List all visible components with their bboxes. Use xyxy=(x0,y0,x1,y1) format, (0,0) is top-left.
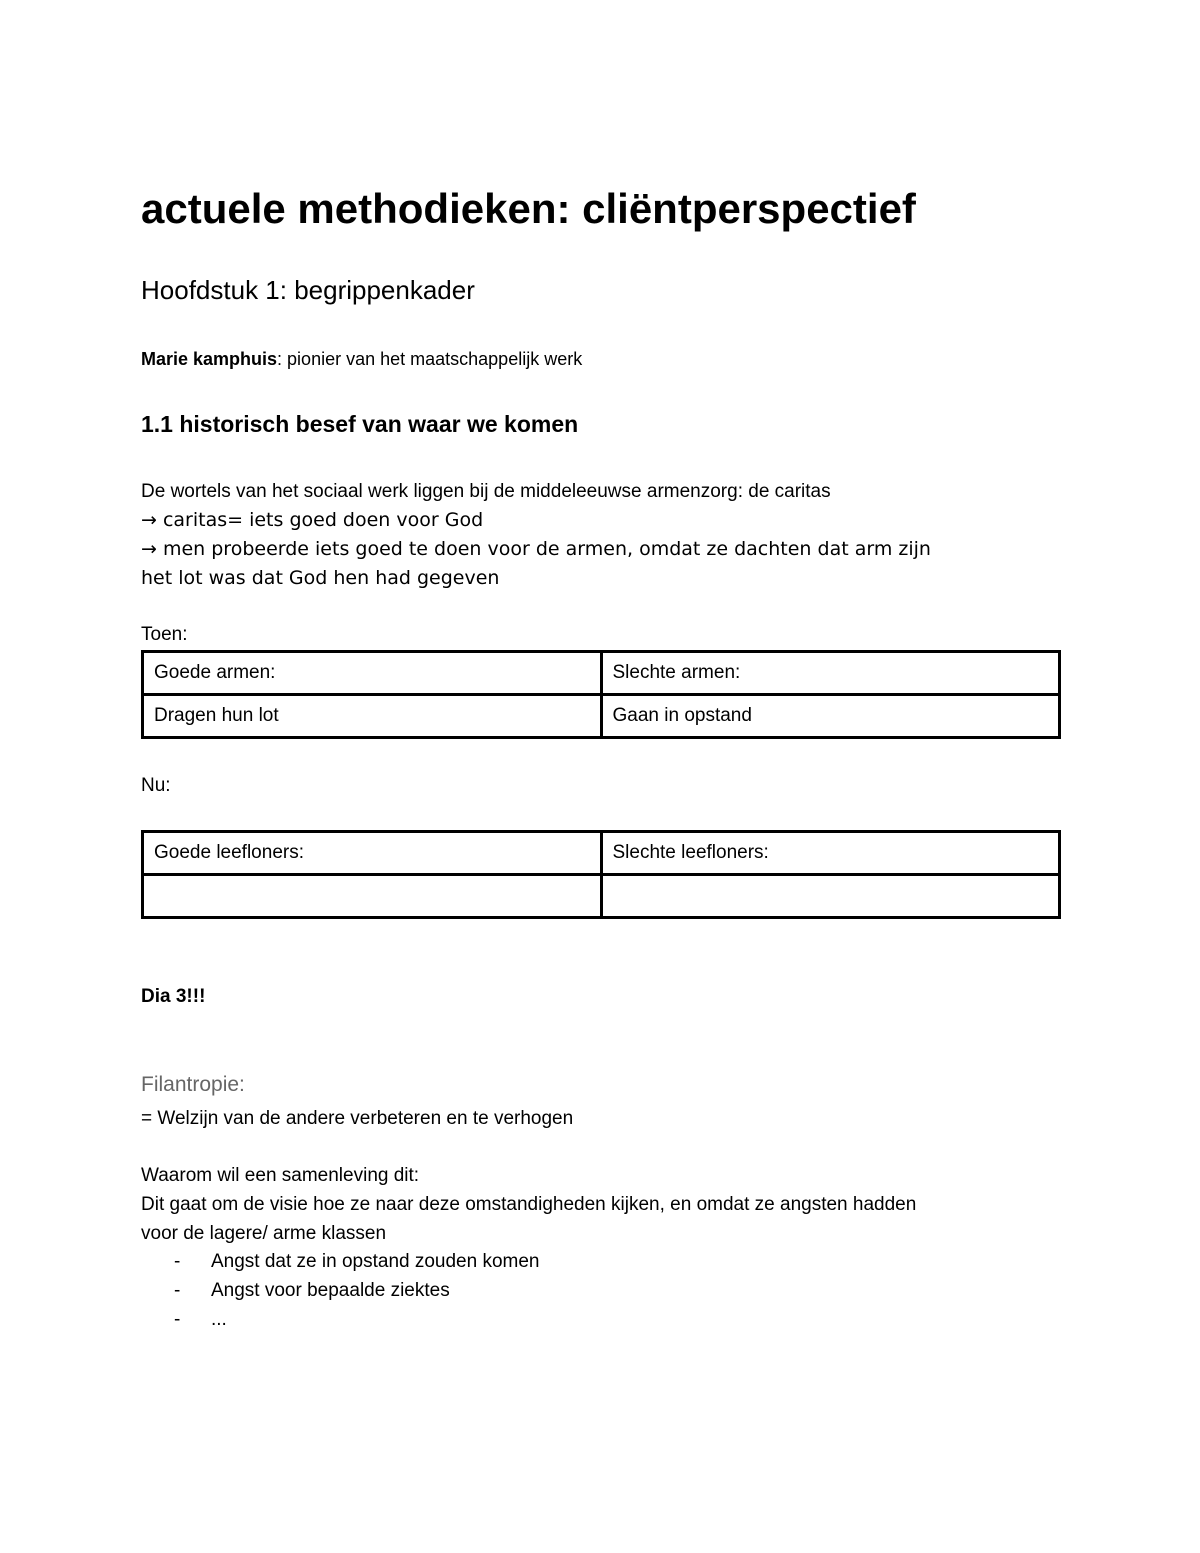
list-item xyxy=(141,1276,540,1305)
history-line: → caritas= iets goed doen voor God xyxy=(141,509,484,531)
list-item-text: Angst voor bepaalde ziektes xyxy=(211,1280,450,1301)
then-table xyxy=(141,650,1061,739)
now-label: Nu: xyxy=(141,775,171,796)
why-line: voor de lagere/ arme klassen xyxy=(141,1223,387,1244)
history-paragraph xyxy=(141,477,1061,593)
slide-note: Dia 3!!! xyxy=(141,986,206,1007)
intro-line xyxy=(141,346,582,372)
list-item-text: ... xyxy=(211,1309,227,1330)
table-cell: Goede leefloners: xyxy=(143,832,602,875)
definition-line: = Welzijn van de andere verbeteren en te verhogen xyxy=(141,1108,574,1129)
table-cell xyxy=(601,875,1060,918)
intro-rest: : pionier van het maatschappelijk werk xyxy=(277,349,583,369)
bullet-dash: - xyxy=(174,1280,181,1301)
table-row xyxy=(143,832,1060,875)
history-line: het lot was dat God hen had gegeven xyxy=(141,567,500,589)
fear-list xyxy=(141,1247,540,1334)
history-line: → men probeerde iets goed te doen voor de armen, omdat ze dachten dat arm zijn xyxy=(141,538,931,560)
then-label: Toen: xyxy=(141,624,188,645)
table-cell: Slechte armen: xyxy=(601,652,1060,695)
intro-name: Marie kamphuis xyxy=(141,349,278,369)
philanthropy-definition xyxy=(141,1104,1061,1133)
table-cell xyxy=(143,875,602,918)
list-item xyxy=(141,1305,540,1334)
list-item xyxy=(141,1247,540,1276)
why-paragraph xyxy=(141,1161,1061,1248)
table-cell: Goede armen: xyxy=(143,652,602,695)
why-line: Dit gaat om de visie hoe ze naar deze omstandigheden kijken, en omdat ze angsten hadden xyxy=(141,1194,917,1215)
table-cell: Slechte leefloners: xyxy=(601,832,1060,875)
philanthropy-heading: Filantropie: xyxy=(141,1073,245,1096)
list-item-text: Angst dat ze in opstand zouden komen xyxy=(211,1251,540,1272)
why-line: Waarom wil een samenleving dit: xyxy=(141,1165,420,1186)
table-row xyxy=(143,652,1060,695)
table-row xyxy=(143,695,1060,738)
document-title: actuele methodieken: cliëntperspectief xyxy=(141,185,916,232)
now-table xyxy=(141,830,1061,919)
chapter-heading: Hoofdstuk 1: begrippenkader xyxy=(141,275,475,305)
table-cell: Gaan in opstand xyxy=(601,695,1060,738)
table-row xyxy=(143,875,1060,918)
history-line: De wortels van het sociaal werk liggen bij de middeleeuwse armenzorg: de caritas xyxy=(141,481,831,502)
table-cell: Dragen hun lot xyxy=(143,695,602,738)
section-heading: 1.1 historisch besef van waar we komen xyxy=(141,411,579,437)
bullet-dash: - xyxy=(174,1309,181,1330)
bullet-dash: - xyxy=(174,1251,181,1272)
